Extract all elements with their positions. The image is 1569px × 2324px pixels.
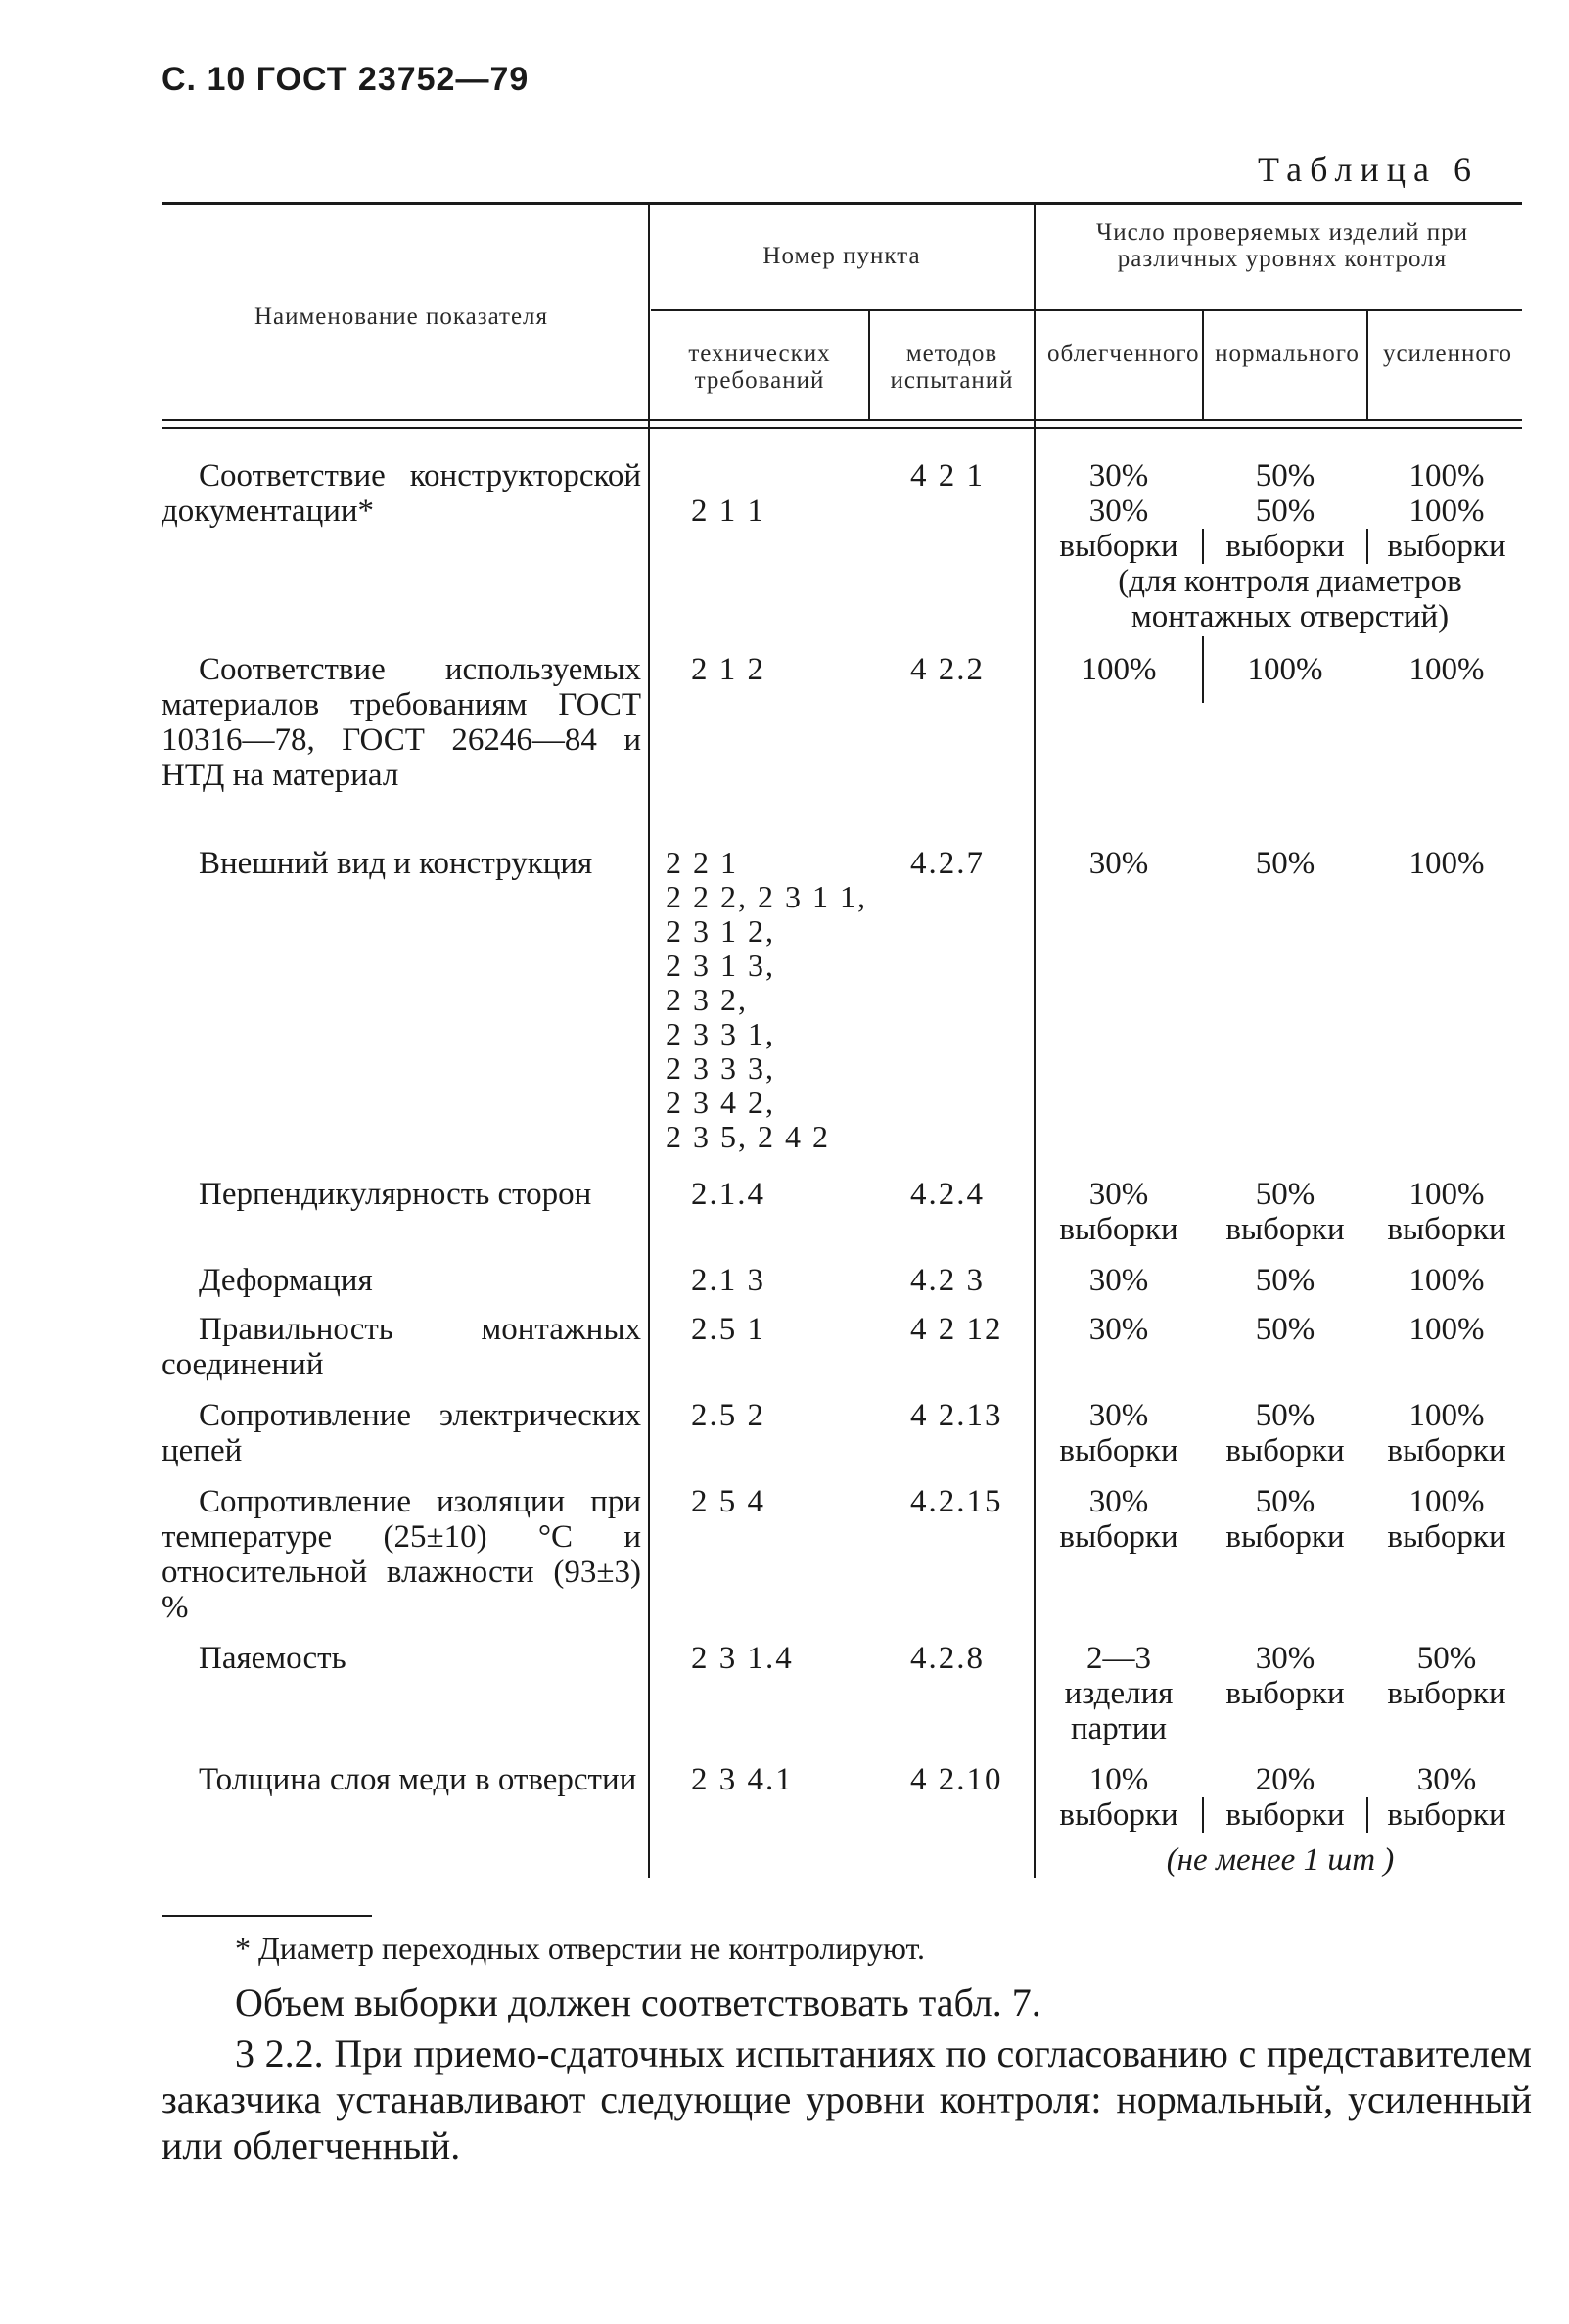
- row-tech: 2.1.4: [691, 1177, 765, 1212]
- row-name: Паяемость: [199, 1641, 346, 1676]
- header-bottom-rule-2: [162, 427, 1522, 429]
- table-vline-5: [1366, 309, 1368, 419]
- row-strict: 100%: [1408, 1312, 1485, 1347]
- row-method: 4 2.10: [910, 1762, 1003, 1797]
- header-name: Наименование показателя: [254, 303, 549, 330]
- row-light: 10% выборки: [1059, 1762, 1178, 1833]
- header-point-tech: технических требований: [688, 341, 831, 394]
- row-normal: 100%: [1247, 652, 1323, 687]
- row-tech: 2 3 4.1: [691, 1762, 794, 1797]
- table-vline-1: [648, 202, 650, 1878]
- row-tech: 2 1 1: [691, 493, 765, 529]
- row0-sep-b: [1366, 529, 1368, 564]
- row-strict: 30% выборки: [1387, 1762, 1506, 1833]
- paragraph-1: Объем выборки должен соответствовать табл. 7.: [235, 1980, 1041, 2024]
- row-method: 4.2 3: [910, 1263, 985, 1298]
- row-name: Толщина слоя меди в отверстии: [199, 1762, 637, 1797]
- row-strict: 100% выборки: [1387, 1177, 1506, 1247]
- row-name: Сопротивление изоляции при температуре (25±10) °С и относительной влажности (93±3) %: [162, 1484, 641, 1625]
- row-name: Деформация: [199, 1263, 373, 1298]
- row-name: Перпендикулярность сторон: [199, 1177, 592, 1212]
- row-name: Правильность монтажных соединений: [162, 1312, 641, 1382]
- row-normal: 50%: [1255, 1312, 1315, 1347]
- row-light: 30%: [1088, 1312, 1149, 1347]
- row-light: 30%: [1088, 1263, 1149, 1298]
- row-strict: 100%: [1408, 846, 1485, 881]
- row-tech: 2.1 3: [691, 1263, 765, 1298]
- row-tech: 2 1 2: [691, 652, 765, 687]
- footnote: * Диаметр переходных отверстии не контролируют.: [235, 1930, 926, 1966]
- row-name: Соответствие используемых материалов требованиям ГОСТ 10316—78, ГОСТ 26246—84 и НТД на материал: [162, 652, 641, 793]
- row-strict: 100% выборки: [1387, 1484, 1506, 1555]
- row-normal: 50%: [1255, 1263, 1315, 1298]
- row-light: 30% 30% выборки: [1059, 458, 1178, 564]
- row-strict: 100% 100% выборки: [1387, 458, 1506, 564]
- row-name: Внешний вид и конструкция: [199, 846, 593, 881]
- header-point: Номер пункта: [762, 243, 921, 269]
- header-bottom-rule-1: [162, 419, 1522, 421]
- row-strict: 100% выборки: [1387, 1398, 1506, 1468]
- table-vline-2: [868, 309, 870, 419]
- row-light: 100%: [1081, 652, 1157, 687]
- row-normal: 30% выборки: [1225, 1641, 1345, 1711]
- row-method: 4 2.2: [910, 652, 985, 687]
- row-method: 4.2.8: [910, 1641, 985, 1676]
- row-tech: 2 3 1.4: [691, 1641, 794, 1676]
- row-note: (для контроля диаметров монтажных отверстий): [1118, 564, 1462, 634]
- row-strict: 50% выборки: [1387, 1641, 1506, 1711]
- row-normal: 50% выборки: [1225, 1484, 1345, 1555]
- row-light: 2—3 изделия партии: [1064, 1641, 1174, 1746]
- row-name: Сопротивление электрических цепей: [162, 1398, 641, 1468]
- row-tech: 2.5 1: [691, 1312, 765, 1347]
- row-tech: 2 5 4: [691, 1484, 765, 1519]
- row-tech: 2.5 2: [691, 1398, 765, 1433]
- table-label: Таблица 6: [1258, 150, 1479, 189]
- header-count: Число проверяемых изделий при различных уровнях контроля: [1096, 219, 1468, 272]
- footnote-rule: [162, 1915, 372, 1917]
- row-method: 4.2.4: [910, 1177, 985, 1212]
- table-top-rule: [162, 202, 1522, 205]
- row9-sep-b: [1366, 1797, 1368, 1833]
- header-light: облегченного: [1047, 341, 1200, 367]
- header-strict: усиленного: [1383, 341, 1512, 367]
- table-vline-3: [1034, 202, 1036, 1878]
- paragraph-2: 3 2.2. При приемо-сдаточных испытаниях по согласованию с представителем заказчика устанавливают следующие уровни контроля: нормальный, усиленный или облегченный.: [162, 2031, 1532, 2167]
- row-normal: 50% выборки: [1225, 1398, 1345, 1468]
- row-note: (не менее 1 шт ): [1166, 1842, 1395, 1878]
- row9-sep-a: [1202, 1797, 1204, 1833]
- header-normal: нормального: [1215, 341, 1360, 367]
- running-head: С. 10 ГОСТ 23752—79: [162, 61, 530, 98]
- row-light: 30%: [1088, 846, 1149, 881]
- row1-sep-a: [1202, 636, 1204, 703]
- row-normal: 50% выборки: [1225, 1177, 1345, 1247]
- row-strict: 100%: [1408, 652, 1485, 687]
- row-name: Соответствие конструкторской документации*: [162, 458, 641, 529]
- row-normal: 20% выборки: [1225, 1762, 1345, 1833]
- row-method: 4 2 12: [910, 1312, 1003, 1347]
- row-method: 4 2.13: [910, 1398, 1003, 1433]
- row-light: 30% выборки: [1059, 1177, 1178, 1247]
- table-vline-4: [1202, 309, 1204, 419]
- row0-sep-a: [1202, 529, 1204, 564]
- row-light: 30% выборки: [1059, 1484, 1178, 1555]
- row-normal: 50%: [1255, 846, 1315, 881]
- row-method: 4.2.15: [910, 1484, 1003, 1519]
- header-mid-rule: [651, 309, 1522, 311]
- row-light: 30% выборки: [1059, 1398, 1178, 1468]
- row-strict: 100%: [1408, 1263, 1485, 1298]
- row-tech: 2 2 1 2 2 2, 2 3 1 1, 2 3 1 2, 2 3 1 3, 2 3 2, 2 3 3 1, 2 3 3 3, 2 3 4 2, 2 3 5, 2 4 2: [666, 845, 867, 1154]
- row-normal: 50% 50% выборки: [1225, 458, 1345, 564]
- row-method: 4 2 1: [910, 458, 985, 493]
- row-method: 4.2.7: [910, 846, 985, 881]
- header-point-methods: методов испытаний: [890, 341, 1014, 394]
